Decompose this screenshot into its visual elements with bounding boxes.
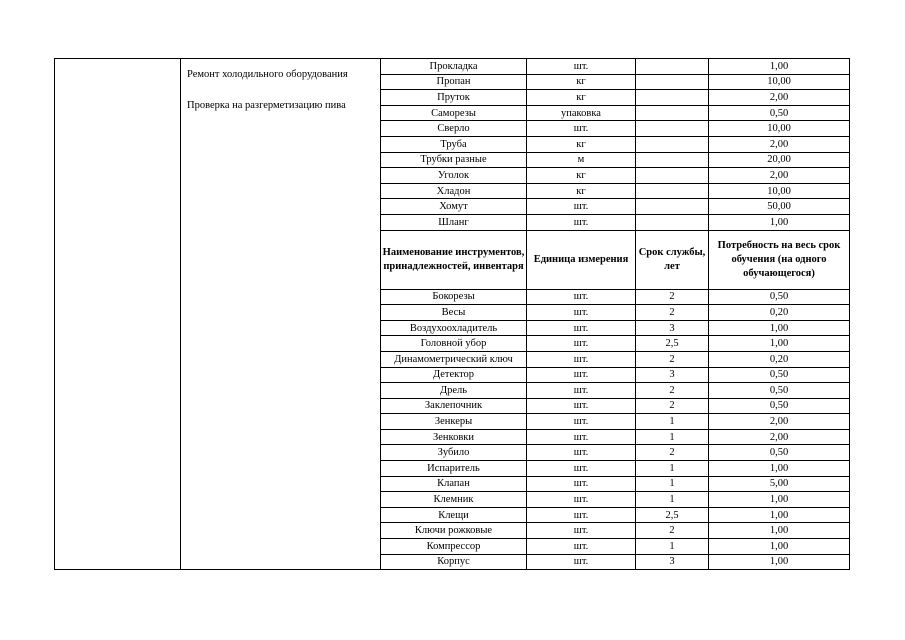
item-name: Детектор bbox=[381, 367, 527, 383]
item-need: 1,00 bbox=[709, 214, 850, 230]
header-unit: Единица измерения bbox=[527, 230, 636, 289]
item-unit: шт. bbox=[527, 429, 636, 445]
item-unit: шт. bbox=[527, 214, 636, 230]
item-name: Зенкеры bbox=[381, 414, 527, 430]
item-need: 0,50 bbox=[709, 398, 850, 414]
item-term bbox=[636, 199, 709, 215]
item-unit: кг bbox=[527, 183, 636, 199]
item-name: Динамометрический ключ bbox=[381, 351, 527, 367]
item-need: 50,00 bbox=[709, 199, 850, 215]
item-term: 1 bbox=[636, 492, 709, 508]
item-term bbox=[636, 121, 709, 137]
item-unit: кг bbox=[527, 168, 636, 184]
spacer bbox=[187, 83, 376, 98]
item-need: 20,00 bbox=[709, 152, 850, 168]
item-unit: кг bbox=[527, 136, 636, 152]
item-unit: кг bbox=[527, 90, 636, 106]
item-need: 1,00 bbox=[709, 523, 850, 539]
item-need: 1,00 bbox=[709, 539, 850, 555]
item-need: 5,00 bbox=[709, 476, 850, 492]
item-need: 2,00 bbox=[709, 90, 850, 106]
item-unit: шт. bbox=[527, 121, 636, 137]
item-need: 2,00 bbox=[709, 414, 850, 430]
item-term: 2 bbox=[636, 398, 709, 414]
item-term: 2 bbox=[636, 305, 709, 321]
item-unit: шт. bbox=[527, 539, 636, 555]
item-name: Заклепочник bbox=[381, 398, 527, 414]
item-name: Хомут bbox=[381, 199, 527, 215]
item-name: Дрель bbox=[381, 383, 527, 399]
item-term: 3 bbox=[636, 320, 709, 336]
item-name: Компрессор bbox=[381, 539, 527, 555]
item-need: 0,50 bbox=[709, 367, 850, 383]
item-need: 10,00 bbox=[709, 74, 850, 90]
item-unit: шт. bbox=[527, 492, 636, 508]
item-need: 0,50 bbox=[709, 383, 850, 399]
item-term: 1 bbox=[636, 539, 709, 555]
empty-cell bbox=[55, 59, 181, 570]
item-term: 1 bbox=[636, 461, 709, 477]
table-row bbox=[55, 59, 850, 75]
item-name: Трубки разные bbox=[381, 152, 527, 168]
item-unit: шт. bbox=[527, 383, 636, 399]
item-need: 0,50 bbox=[709, 445, 850, 461]
item-name: Уголок bbox=[381, 168, 527, 184]
item-need: 10,00 bbox=[709, 183, 850, 199]
item-unit: шт. bbox=[527, 367, 636, 383]
item-name: Головной убор bbox=[381, 336, 527, 352]
item-unit: шт. bbox=[527, 199, 636, 215]
item-need: 1,00 bbox=[709, 554, 850, 570]
item-term: 2 bbox=[636, 383, 709, 399]
work-type-label: Проверка на разгерметизацию пива bbox=[187, 100, 346, 111]
item-need: 0,20 bbox=[709, 351, 850, 367]
item-name: Клемник bbox=[381, 492, 527, 508]
header-name: Наименование инструментов, принадлежностей, инвентаря bbox=[381, 230, 527, 289]
item-unit: кг bbox=[527, 74, 636, 90]
item-name: Клапан bbox=[381, 476, 527, 492]
item-need: 1,00 bbox=[709, 59, 850, 75]
item-unit: шт. bbox=[527, 554, 636, 570]
item-need: 0,50 bbox=[709, 289, 850, 305]
item-unit: шт. bbox=[527, 320, 636, 336]
requirements-table bbox=[54, 58, 850, 570]
item-name: Испаритель bbox=[381, 461, 527, 477]
item-term bbox=[636, 168, 709, 184]
item-unit: шт. bbox=[527, 523, 636, 539]
item-unit: шт. bbox=[527, 398, 636, 414]
item-term: 3 bbox=[636, 367, 709, 383]
item-need: 0,20 bbox=[709, 305, 850, 321]
item-need: 1,00 bbox=[709, 461, 850, 477]
item-unit: шт. bbox=[527, 351, 636, 367]
item-unit: шт. bbox=[527, 305, 636, 321]
item-name: Труба bbox=[381, 136, 527, 152]
item-term: 2 bbox=[636, 445, 709, 461]
item-term bbox=[636, 152, 709, 168]
header-term: Срок службы, лет bbox=[636, 230, 709, 289]
item-need: 2,00 bbox=[709, 168, 850, 184]
item-need: 10,00 bbox=[709, 121, 850, 137]
item-need: 1,00 bbox=[709, 336, 850, 352]
item-name: Весы bbox=[381, 305, 527, 321]
item-unit: шт. bbox=[527, 507, 636, 523]
table-body bbox=[55, 59, 850, 570]
item-need: 1,00 bbox=[709, 320, 850, 336]
item-term: 2 bbox=[636, 289, 709, 305]
item-unit: шт. bbox=[527, 476, 636, 492]
item-name: Саморезы bbox=[381, 105, 527, 121]
item-name: Корпус bbox=[381, 554, 527, 570]
item-term: 2,5 bbox=[636, 336, 709, 352]
item-term: 3 bbox=[636, 554, 709, 570]
item-term bbox=[636, 59, 709, 75]
work-types-cell bbox=[181, 59, 381, 570]
item-need: 2,00 bbox=[709, 136, 850, 152]
item-term: 1 bbox=[636, 476, 709, 492]
item-unit: упаковка bbox=[527, 105, 636, 121]
item-term bbox=[636, 214, 709, 230]
item-term bbox=[636, 136, 709, 152]
item-name: Сверло bbox=[381, 121, 527, 137]
item-need: 2,00 bbox=[709, 429, 850, 445]
item-term: 2 bbox=[636, 351, 709, 367]
item-term: 1 bbox=[636, 429, 709, 445]
item-term bbox=[636, 183, 709, 199]
item-name: Шланг bbox=[381, 214, 527, 230]
header-need: Потребность на весь срок обучения (на одного обучающегося) bbox=[709, 230, 850, 289]
item-name: Воздухоохладитель bbox=[381, 320, 527, 336]
item-unit: шт. bbox=[527, 336, 636, 352]
item-name: Пруток bbox=[381, 90, 527, 106]
item-term bbox=[636, 74, 709, 90]
item-name: Зенковки bbox=[381, 429, 527, 445]
item-name: Хладон bbox=[381, 183, 527, 199]
item-name: Прокладка bbox=[381, 59, 527, 75]
item-name: Клещи bbox=[381, 507, 527, 523]
item-unit: шт. bbox=[527, 414, 636, 430]
item-name: Пропан bbox=[381, 74, 527, 90]
item-term: 2 bbox=[636, 523, 709, 539]
item-name: Бокорезы bbox=[381, 289, 527, 305]
item-need: 1,00 bbox=[709, 507, 850, 523]
item-unit: шт. bbox=[527, 289, 636, 305]
item-unit: шт. bbox=[527, 445, 636, 461]
item-name: Зубило bbox=[381, 445, 527, 461]
item-unit: шт. bbox=[527, 59, 636, 75]
work-type-label: Ремонт холодильного оборудования bbox=[187, 69, 348, 80]
item-term bbox=[636, 105, 709, 121]
item-term bbox=[636, 90, 709, 106]
item-term: 2,5 bbox=[636, 507, 709, 523]
item-unit: м bbox=[527, 152, 636, 168]
item-need: 1,00 bbox=[709, 492, 850, 508]
item-unit: шт. bbox=[527, 461, 636, 477]
item-term: 1 bbox=[636, 414, 709, 430]
item-name: Ключи рожковые bbox=[381, 523, 527, 539]
item-need: 0,50 bbox=[709, 105, 850, 121]
